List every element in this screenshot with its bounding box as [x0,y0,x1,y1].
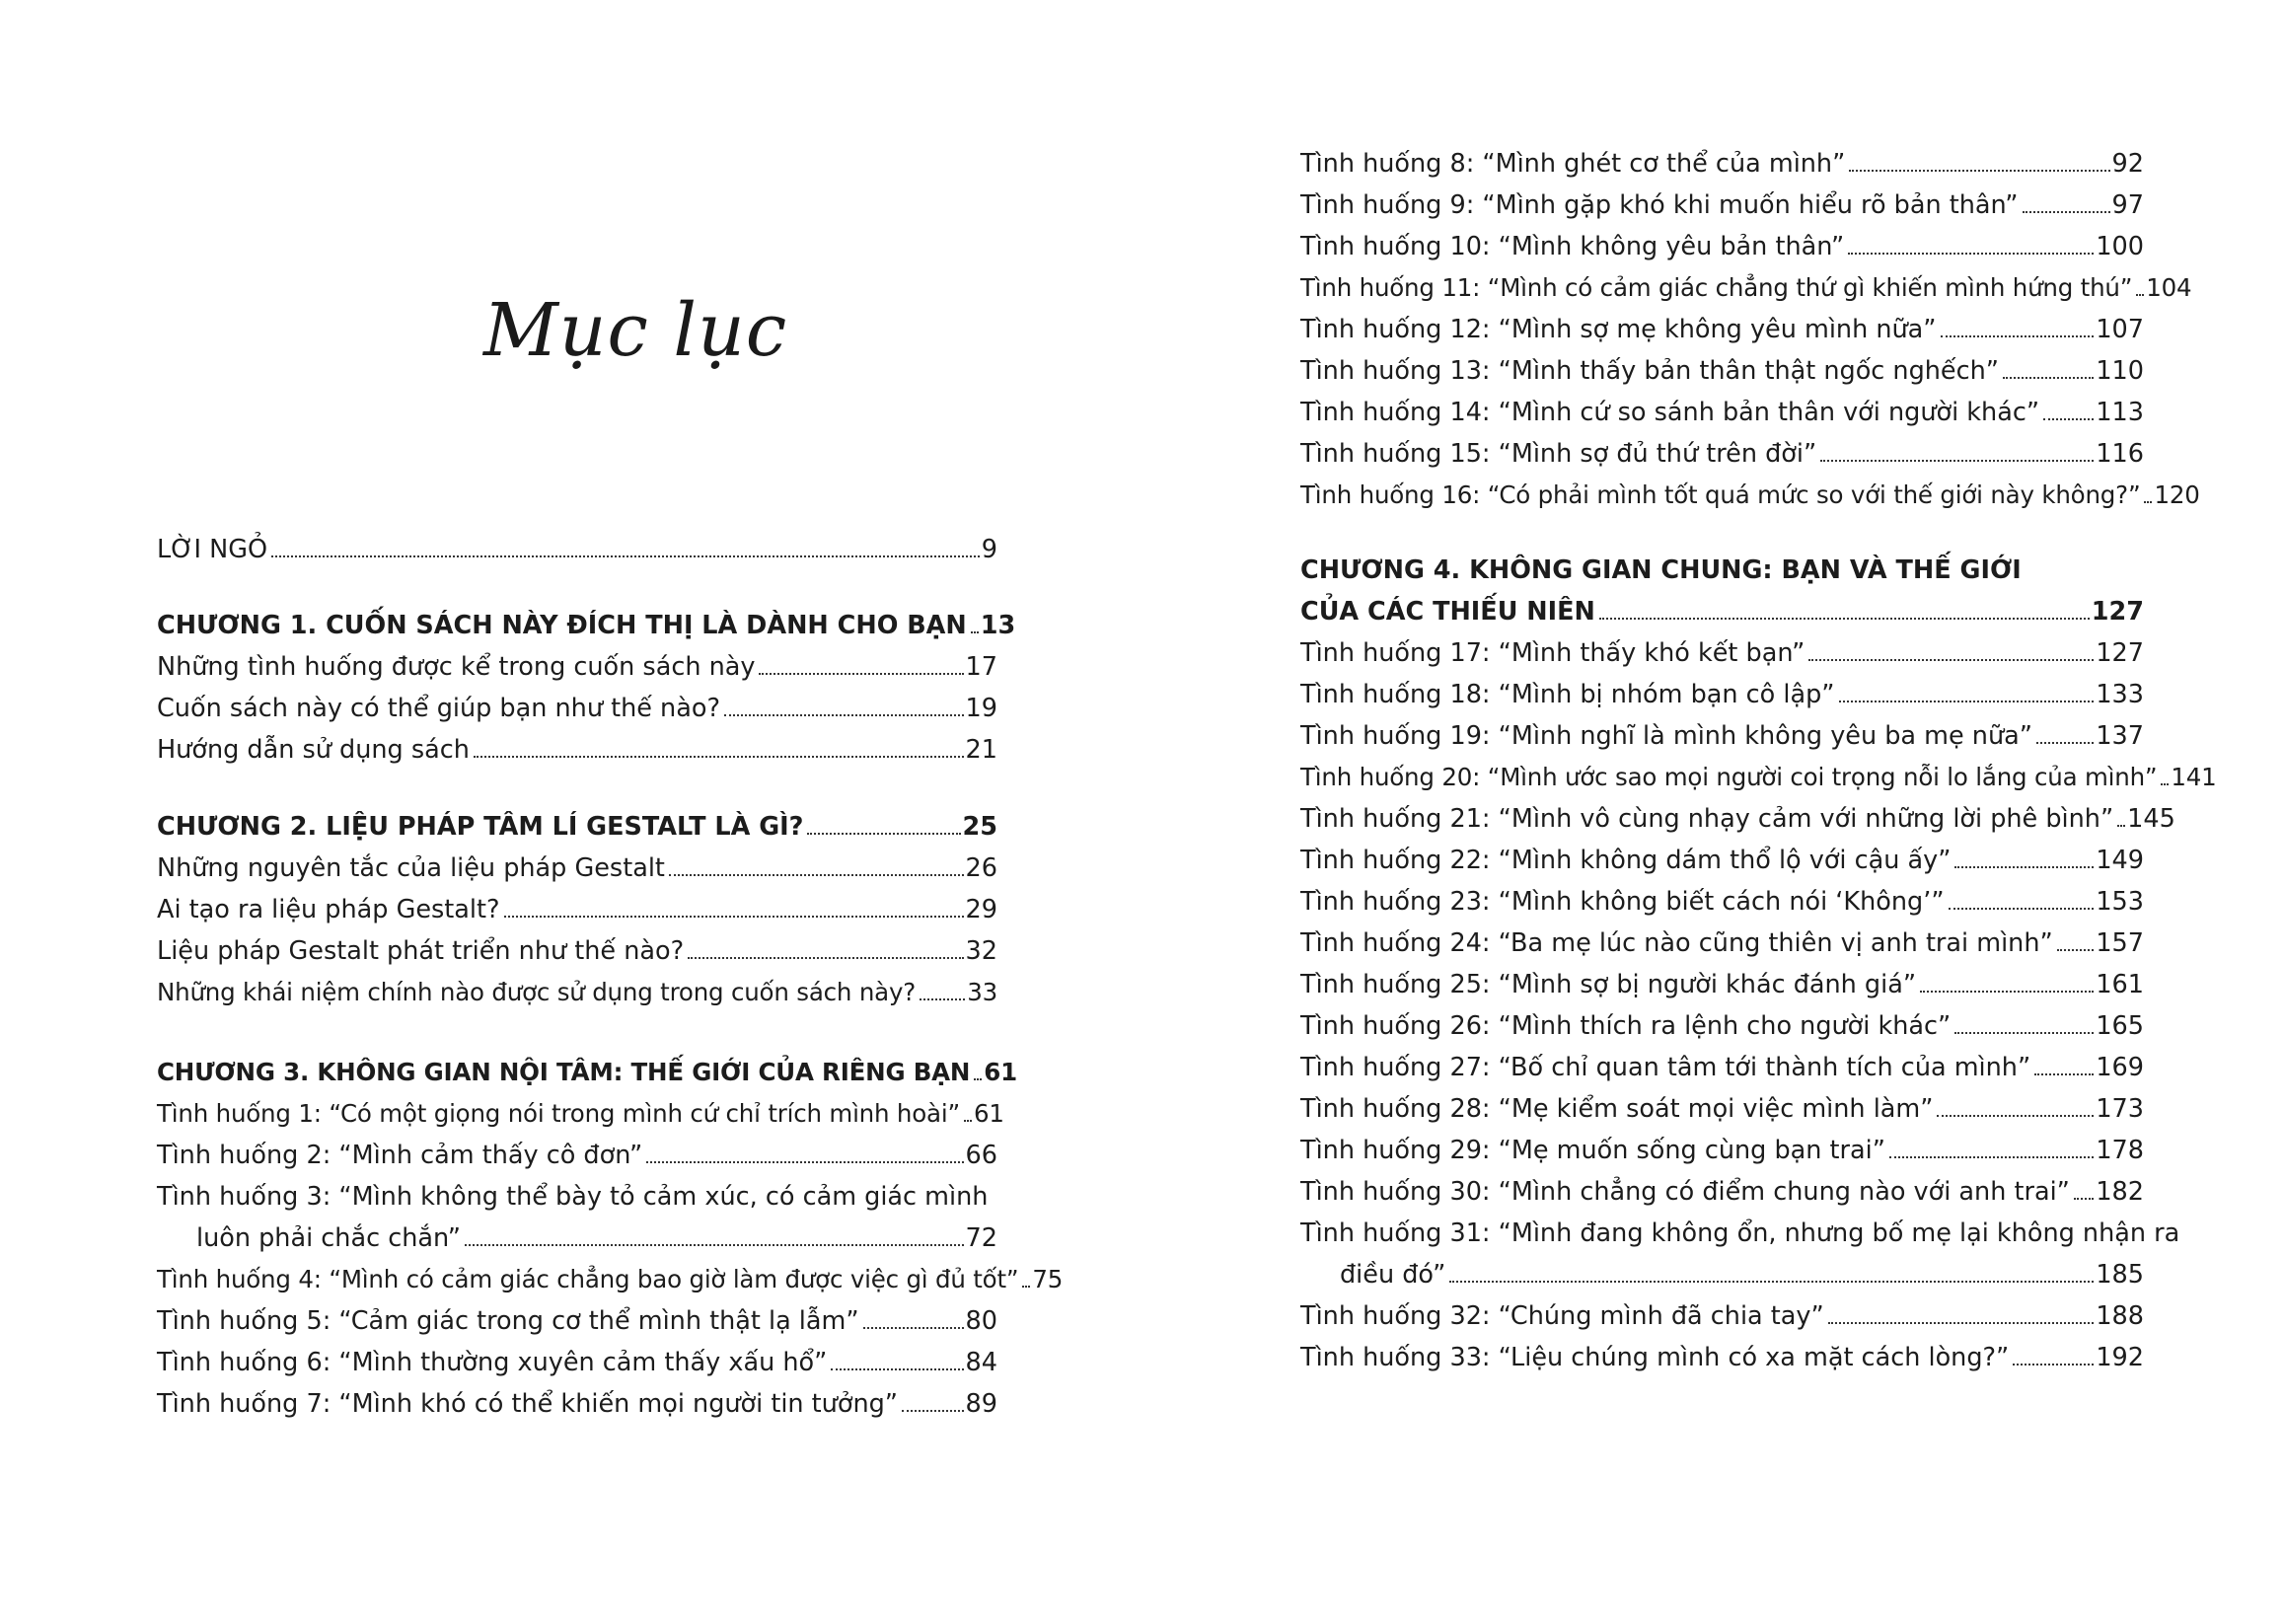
toc-entry-page: 165 [2096,1011,2144,1041]
toc-entry-title: Tình huống 4: “Mình có cảm giác chẳng bao giờ làm được việc gì đủ tốt” [157,1265,1019,1293]
toc-chapter-4[interactable] [1300,591,2144,632]
toc-entry-page: 157 [2096,928,2144,958]
dot-leader [474,756,964,758]
dot-leader [1828,1322,2095,1324]
dot-leader [2136,294,2144,296]
dot-leader [974,1078,982,1080]
toc-entry[interactable] [1300,757,2217,798]
toc-entry-page: 188 [2096,1301,2144,1331]
toc-entry-page: 173 [2096,1094,2144,1124]
toc-entry-title: Tình huống 6: “Mình thường xuyên cảm thấy xấu hổ” [157,1348,828,1377]
toc-entry-title: CỦA CÁC THIẾU NIÊN [1300,597,1595,627]
toc-entry[interactable] [1300,433,2144,475]
toc-entry[interactable] [1300,1295,2144,1337]
dot-leader [504,916,964,918]
toc-entry-title: Tình huống 32: “Chúng mình đã chia tay” [1300,1301,1824,1331]
dot-leader [465,1244,964,1246]
dot-leader [920,998,965,1000]
toc-entry[interactable] [157,1135,997,1176]
toc-entry-page: 127 [2091,597,2144,627]
toc-entry-page: 110 [2096,356,2144,386]
dot-leader [2013,1364,2094,1366]
dot-leader [2034,1073,2094,1075]
toc-entry[interactable] [1300,1171,2144,1213]
dot-leader [688,957,963,959]
dot-leader [1949,908,2095,910]
toc-entry-page: 75 [1032,1265,1064,1293]
toc-chapter-4-line1: CHƯƠNG 4. KHÔNG GIAN CHUNG: BẠN VÀ THẾ GIỚI [1300,555,2022,585]
toc-entry[interactable] [1300,674,2144,715]
toc-entry-page: 9 [981,535,997,564]
dot-leader [1820,460,2094,462]
dot-leader [1954,866,2094,868]
dot-leader [1941,335,2095,337]
dot-leader [646,1161,963,1163]
toc-entry-title: Tình huống 1: “Có một giọng nói trong mình cứ chỉ trích mình hoài” [157,1099,960,1128]
toc-entry-title: Tình huống 9: “Mình gặp khó khi muốn hiểu rõ bản thân” [1300,190,2019,220]
toc-entry-title: CHƯƠNG 2. LIỆU PHÁP TÂM LÍ GESTALT LÀ GÌ? [157,812,804,842]
toc-entry[interactable] [1300,226,2144,267]
toc-entry[interactable] [157,1342,997,1383]
toc-entry[interactable] [1300,1130,2144,1171]
toc-entry-title: CHƯƠNG 1. CUỐN SÁCH NÀY ĐÍCH THỊ LÀ DÀNH CHO BẠN [157,611,967,640]
toc-entry-title: Tình huống 10: “Mình không yêu bản thân” [1300,232,1845,261]
toc-entry-title: Tình huống 30: “Mình chẳng có điểm chung nào với anh trai” [1300,1177,2070,1207]
toc-entry[interactable] [157,848,997,889]
toc-entry-title-line1: Tình huống 3: “Mình không thể bày tỏ cảm xúc, có cảm giác mình [157,1182,989,1212]
toc-entry-title: Tình huống 18: “Mình bị nhóm bạn cô lập” [1300,680,1835,709]
toc-entry-page: 89 [965,1389,997,1419]
toc-entry[interactable] [1300,923,2144,964]
toc-entry-page: 153 [2096,887,2144,917]
toc-entry-page: 192 [2096,1343,2144,1372]
toc-entry-page: 116 [2096,439,2144,469]
toc-chapter-2[interactable] [157,806,997,848]
toc-entry[interactable] [157,646,997,688]
toc-entry-title: Tình huống 29: “Mẹ muốn sống cùng bạn trai” [1300,1136,1885,1165]
toc-entry-title: Tình huống 23: “Mình không biết cách nói ‘Không’” [1300,887,1945,917]
toc-entry-page: 61 [973,1099,1004,1128]
toc-entry[interactable] [157,1259,1064,1300]
toc-entry-title-line1: Tình huống 31: “Mình đang không ổn, nhưng bố mẹ lại không nhận ra [1300,1218,2180,1248]
dot-leader [1022,1286,1030,1288]
toc-entry-title: điều đó” [1340,1260,1446,1290]
toc-entry-title: Tình huống 13: “Mình thấy bản thân thật ngốc nghếch” [1300,356,2000,386]
dot-leader [2144,501,2152,503]
toc-entry[interactable] [1300,475,2200,516]
dot-leader [807,833,960,835]
dot-leader [2023,211,2110,213]
toc-entry-title: Tình huống 22: “Mình không dám thổ lộ với cậu ấy” [1300,846,1952,875]
dot-leader [1808,659,2094,661]
toc-entry-title: Tình huống 14: “Mình cứ so sánh bản thân với người khác” [1300,398,2040,427]
toc-entry-page: 113 [2096,398,2144,427]
toc-entry-title: Tình huống 27: “Bố chỉ quan tâm tới thành tích của mình” [1300,1053,2031,1082]
toc-entry-page: 25 [962,812,997,842]
toc-entry[interactable] [1300,350,2144,392]
toc-entry-page: 21 [965,735,997,765]
toc-entry-page: 80 [965,1306,997,1336]
toc-chapter-1[interactable] [157,605,1016,646]
toc-entry[interactable] [1300,715,2144,757]
toc-entry[interactable] [1300,964,2144,1005]
page-title: Mục lục [483,288,788,373]
toc-entry[interactable] [157,1218,997,1259]
toc-entry-title: luôn phải chắc chắn” [196,1223,461,1253]
toc-entry-page: 97 [2111,190,2144,220]
toc-entry-page: 137 [2096,721,2144,751]
dot-leader [1449,1281,2094,1283]
toc-entry-title: Tình huống 17: “Mình thấy khó kết bạn” [1300,638,1805,668]
toc-entry-title: Tình huống 11: “Mình có cảm giác chẳng thứ gì khiến mình hứng thú” [1300,273,2133,302]
dot-leader [1954,1032,2094,1034]
toc-entry-title: Tình huống 21: “Mình vô cùng nhạy cảm với những lời phê bình” [1300,804,2114,834]
dot-leader [863,1327,964,1329]
dot-leader [1937,1115,2094,1117]
toc-entry-title: Tình huống 28: “Mẹ kiểm soát mọi việc mình làm” [1300,1094,1934,1124]
toc-entry-page: 141 [2171,763,2217,791]
dot-leader [2161,783,2169,785]
toc-entry[interactable] [157,1300,997,1342]
toc-entry[interactable] [1300,798,2175,840]
toc-entry[interactable] [157,1093,1004,1135]
dot-leader [1849,170,2109,172]
toc-entry-page: 19 [965,694,997,723]
toc-entry-page: 107 [2096,315,2144,344]
toc-entry[interactable] [157,729,997,771]
dot-leader [271,555,980,557]
toc-entry[interactable] [1300,840,2144,881]
toc-entry-page: 61 [984,1058,1017,1086]
dot-leader [964,1120,972,1122]
toc-entry[interactable] [1300,1088,2144,1130]
dot-leader [1920,991,2094,993]
dot-leader [2003,377,2094,379]
toc-entry-page: 149 [2096,846,2144,875]
dot-leader [1889,1156,2094,1158]
toc-entry[interactable] [1300,1337,2144,1378]
toc-entry[interactable] [157,688,997,729]
toc-entry-page: 133 [2096,680,2144,709]
toc-entry-page: 182 [2096,1177,2144,1207]
toc-entry-title: Tình huống 12: “Mình sợ mẹ không yêu mình nữa” [1300,315,1937,344]
dot-leader [831,1368,963,1370]
dot-leader [724,714,964,716]
toc-entry-title: Những nguyên tắc của liệu pháp Gestalt [157,853,665,883]
toc-entry-title: Tình huống 8: “Mình ghét cơ thể của mình” [1300,149,1846,179]
dot-leader [1848,253,2094,255]
toc-entry-page: 33 [967,978,997,1006]
dot-leader [1599,618,2090,620]
toc-entry-page: 104 [2146,273,2192,302]
toc-chapter-3[interactable] [157,1052,1017,1093]
toc-entry-page: 145 [2127,804,2175,834]
toc-entry-title: Ai tạo ra liệu pháp Gestalt? [157,895,500,924]
dot-leader [759,673,963,675]
toc-entry-title: Cuốn sách này có thể giúp bạn như thế nào? [157,694,720,723]
toc-entry-title: Tình huống 24: “Ba mẹ lúc nào cũng thiên vị anh trai mình” [1300,928,2053,958]
toc-entry[interactable] [1300,143,2144,185]
toc-entry-page: 84 [965,1348,997,1377]
toc-entry-title: Tình huống 19: “Mình nghĩ là mình không yêu ba mẹ nữa” [1300,721,2032,751]
toc-entry-title: Liệu pháp Gestalt phát triển như thế nào? [157,936,685,966]
dot-leader [2043,418,2094,420]
dot-leader [2074,1198,2094,1200]
dot-leader [1839,701,2095,702]
toc-entry[interactable] [1300,392,2144,433]
toc-entry-title: Tình huống 16: “Có phải mình tốt quá mức so với thế giới này không?” [1300,480,2141,509]
toc-entry-page: 127 [2096,638,2144,668]
toc-entry-page: 66 [965,1141,997,1170]
toc-entry-page: 17 [965,652,997,682]
toc-entry[interactable] [1300,185,2144,226]
toc-entry-title: Những khái niệm chính nào được sử dụng trong cuốn sách này? [157,978,917,1006]
toc-entry-page: 169 [2096,1053,2144,1082]
toc-entry-preface[interactable] [157,529,997,570]
toc-entry-title: Tình huống 25: “Mình sợ bị người khác đánh giá” [1300,970,1917,999]
toc-entry[interactable] [1300,267,2192,309]
dot-leader [971,631,979,633]
toc-entry-title: Tình huống 5: “Cảm giác trong cơ thể mình thật lạ lẫm” [157,1306,859,1336]
dot-leader [902,1410,964,1412]
toc-entry[interactable] [1300,309,2144,350]
toc-entry-page: 120 [2154,480,2200,509]
toc-entry[interactable] [1300,1254,2144,1295]
toc-entry-page: 92 [2111,149,2144,179]
toc-entry-title: Tình huống 26: “Mình thích ra lệnh cho người khác” [1300,1011,1952,1041]
toc-entry-title: Tình huống 2: “Mình cảm thấy cô đơn” [157,1141,643,1170]
toc-entry-page: 29 [965,895,997,924]
toc-entry[interactable] [1300,1047,2144,1088]
toc-entry-title: Những tình huống được kể trong cuốn sách này [157,652,756,682]
dot-leader [669,874,964,876]
toc-entry[interactable] [1300,632,2144,674]
toc-entry[interactable] [1300,881,2144,923]
toc-entry-title: Tình huống 15: “Mình sợ đủ thứ trên đời” [1300,439,1817,469]
toc-entry-title: Tình huống 33: “Liệu chúng mình có xa mặt cách lòng?” [1300,1343,2010,1372]
dot-leader [2057,949,2095,951]
dot-leader [2117,825,2125,827]
toc-entry-page: 26 [965,853,997,883]
toc-entry-page: 100 [2096,232,2144,261]
toc-entry-title: Tình huống 7: “Mình khó có thể khiến mọi người tin tưởng” [157,1389,899,1419]
toc-entry-page: 161 [2096,970,2144,999]
toc-entry-page: 13 [980,611,1016,640]
toc-entry-page: 72 [965,1223,997,1253]
toc-entry[interactable] [157,930,997,972]
toc-entry[interactable] [1300,1005,2144,1047]
toc-entry-title: CHƯƠNG 3. KHÔNG GIAN NỘI TÂM: THẾ GIỚI CỦA RIÊNG BẠN [157,1058,971,1086]
toc-entry[interactable] [157,889,997,930]
toc-entry[interactable] [157,972,997,1013]
toc-entry-page: 185 [2096,1260,2144,1290]
toc-entry-title: LỜI NGỎ [157,535,268,564]
dot-leader [2036,742,2094,744]
toc-entry-page: 32 [965,936,997,966]
toc-entry-title: Hướng dẫn sử dụng sách [157,735,470,765]
toc-entry-page: 178 [2096,1136,2144,1165]
toc-entry[interactable] [157,1383,997,1425]
toc-entry-title: Tình huống 20: “Mình ước sao mọi người coi trọng nỗi lo lắng của mình” [1300,763,2158,791]
